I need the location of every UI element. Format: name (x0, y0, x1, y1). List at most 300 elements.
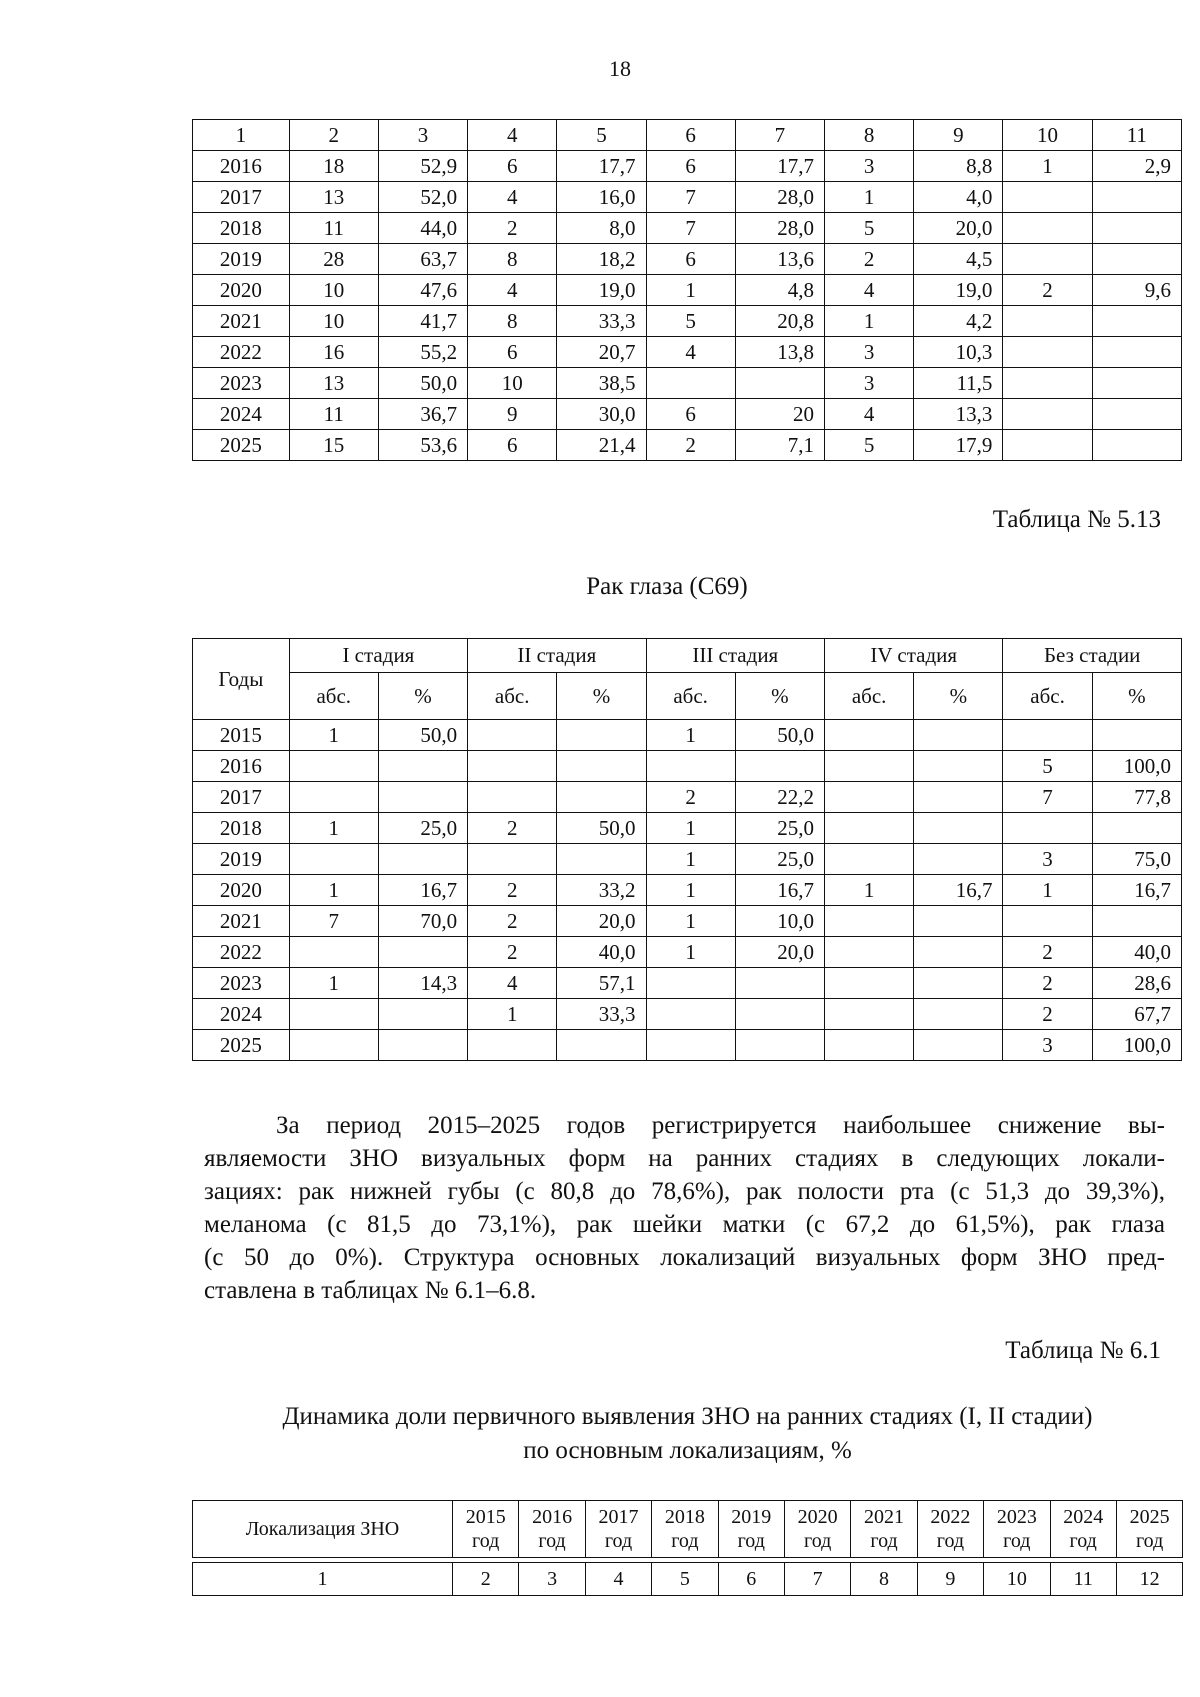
abs-cell: 3 (1003, 844, 1092, 875)
column-number: 8 (851, 1563, 917, 1596)
column-number-row (193, 1563, 1183, 1596)
column-number: 4 (468, 120, 557, 151)
table-row (193, 244, 1182, 275)
data-cell (1092, 399, 1181, 430)
year-header-year: 2023 (996, 1506, 1037, 1528)
year-cell: 2024 (193, 399, 290, 430)
data-cell: 20,7 (557, 337, 646, 368)
data-cell: 4,2 (914, 306, 1003, 337)
data-cell: 4 (468, 182, 557, 213)
data-cell: 38,5 (557, 368, 646, 399)
abs-cell (646, 751, 735, 782)
percent-cell: 25,0 (735, 813, 824, 844)
abs-cell: 1 (646, 937, 735, 968)
abs-cell: 2 (1003, 999, 1092, 1030)
column-number: 8 (824, 120, 913, 151)
data-cell (1003, 430, 1092, 461)
abs-cell: 2 (1003, 937, 1092, 968)
data-cell: 55,2 (378, 337, 467, 368)
abs-header: абс. (1003, 673, 1092, 720)
abs-cell (825, 968, 914, 999)
percent-cell (378, 751, 467, 782)
data-cell: 18,2 (557, 244, 646, 275)
year-header-suffix: год (936, 1530, 965, 1552)
percent-cell (735, 968, 824, 999)
data-cell: 20,8 (735, 306, 824, 337)
abs-cell: 2 (1003, 968, 1092, 999)
data-cell: 3 (824, 368, 913, 399)
data-cell: 6 (468, 430, 557, 461)
abs-cell (468, 844, 557, 875)
data-cell (1092, 337, 1181, 368)
data-cell: 7 (646, 182, 735, 213)
abs-cell: 1 (825, 875, 914, 906)
column-number: 3 (378, 120, 467, 151)
column-number: 7 (784, 1563, 850, 1596)
year-cell: 2016 (193, 151, 290, 182)
data-cell: 6 (646, 151, 735, 182)
data-cell: 3 (824, 151, 913, 182)
table-continuation (192, 119, 1182, 461)
percent-cell: 100,0 (1092, 751, 1181, 782)
percent-cell: 75,0 (1092, 844, 1181, 875)
percent-cell (914, 782, 1003, 813)
percent-cell: 16,7 (1092, 875, 1181, 906)
percent-cell: 10,0 (735, 906, 824, 937)
percent-cell: 50,0 (735, 720, 824, 751)
table-5-13-title: Рак глаза (С69) (586, 573, 748, 600)
year-cell: 2024 (193, 999, 290, 1030)
data-cell: 6 (468, 151, 557, 182)
abs-cell (1003, 906, 1092, 937)
table-6-1-title-line1: Динамика доли первичного выявления ЗНО на ранних стадиях (I, II стадии) (282, 1403, 1093, 1430)
abs-header: абс. (468, 673, 557, 720)
abs-cell: 2 (646, 782, 735, 813)
table-row (193, 306, 1182, 337)
year-header-year: 2019 (731, 1506, 772, 1528)
summary-paragraph (204, 1109, 1165, 1307)
table-row (193, 844, 1182, 875)
data-cell: 28,0 (735, 182, 824, 213)
year-header (585, 1501, 651, 1558)
abs-cell: 2 (468, 813, 557, 844)
column-number: 7 (735, 120, 824, 151)
data-cell: 5 (824, 430, 913, 461)
data-cell: 52,0 (378, 182, 467, 213)
abs-cell: 5 (1003, 751, 1092, 782)
year-header-suffix: год (1003, 1530, 1031, 1552)
data-cell: 7 (646, 213, 735, 244)
percent-cell (557, 751, 646, 782)
data-cell: 9 (468, 399, 557, 430)
table-row (193, 1030, 1182, 1061)
abs-cell: 2 (468, 937, 557, 968)
column-number: 6 (646, 120, 735, 151)
data-cell: 8 (468, 306, 557, 337)
data-cell: 13,6 (735, 244, 824, 275)
abs-cell (825, 937, 914, 968)
data-cell: 1 (1003, 151, 1092, 182)
stage-header: IV стадия (825, 639, 1003, 673)
data-cell: 8,0 (557, 213, 646, 244)
year-cell: 2017 (193, 782, 290, 813)
abs-cell (646, 968, 735, 999)
paragraph-line: За период 2015–2025 годов регистрируется наибольшее снижение вы- (276, 1112, 1165, 1139)
stage-header: II стадия (468, 639, 646, 673)
percent-cell (557, 782, 646, 813)
data-cell: 5 (824, 213, 913, 244)
data-cell: 2 (1003, 275, 1092, 306)
abs-cell: 4 (468, 968, 557, 999)
percent-cell (914, 720, 1003, 751)
year-cell: 2017 (193, 182, 290, 213)
year-cell: 2018 (193, 813, 290, 844)
percent-cell: 77,8 (1092, 782, 1181, 813)
abs-cell (289, 1030, 378, 1061)
abs-cell (1003, 720, 1092, 751)
data-cell: 18 (289, 151, 378, 182)
percent-cell: 100,0 (1092, 1030, 1181, 1061)
data-cell: 20 (735, 399, 824, 430)
percent-cell (557, 844, 646, 875)
abs-cell (825, 999, 914, 1030)
abs-cell (468, 782, 557, 813)
table-row (193, 368, 1182, 399)
year-header-suffix: год (870, 1530, 898, 1552)
data-cell: 28,0 (735, 213, 824, 244)
abs-cell: 7 (1003, 782, 1092, 813)
data-cell: 19,0 (914, 275, 1003, 306)
year-cell: 2022 (193, 337, 290, 368)
data-cell: 4 (824, 399, 913, 430)
data-cell: 6 (646, 244, 735, 275)
years-header: Годы (193, 639, 290, 720)
data-cell: 10 (468, 368, 557, 399)
year-header (519, 1501, 585, 1558)
data-cell: 20,0 (914, 213, 1003, 244)
table-row (193, 151, 1182, 182)
data-cell: 10,3 (914, 337, 1003, 368)
year-header-year: 2018 (664, 1506, 705, 1528)
data-cell (1003, 306, 1092, 337)
data-cell: 47,6 (378, 275, 467, 306)
year-cell: 2015 (193, 720, 290, 751)
percent-cell: 28,6 (1092, 968, 1181, 999)
header-row (193, 1501, 1183, 1558)
column-number: 10 (984, 1563, 1050, 1596)
percent-cell (914, 906, 1003, 937)
column-number: 5 (557, 120, 646, 151)
data-cell: 1 (824, 182, 913, 213)
column-number: 10 (1003, 120, 1092, 151)
data-cell (1092, 306, 1181, 337)
year-header-year: 2016 (532, 1506, 573, 1528)
column-number: 5 (652, 1563, 718, 1596)
data-cell: 16 (289, 337, 378, 368)
abs-cell: 1 (646, 875, 735, 906)
percent-cell: 40,0 (1092, 937, 1181, 968)
paragraph-line: (с 50 до 0%). Структура основных локализаций визуальных форм ЗНО пред- (204, 1244, 1165, 1271)
abs-cell (825, 844, 914, 875)
table-row (193, 720, 1182, 751)
column-number: 11 (1092, 120, 1181, 151)
stage-header: Без стадии (1003, 639, 1182, 673)
data-cell: 16,0 (557, 182, 646, 213)
data-cell (1003, 182, 1092, 213)
paragraph-line: ставлена в таблицах № 6.1–6.8. (204, 1277, 537, 1304)
percent-cell (914, 751, 1003, 782)
table-row (193, 906, 1182, 937)
data-cell: 6 (468, 337, 557, 368)
column-number: 3 (519, 1563, 585, 1596)
percent-cell: 25,0 (378, 813, 467, 844)
data-cell (1092, 182, 1181, 213)
table-row (193, 337, 1182, 368)
abs-cell: 1 (289, 720, 378, 751)
abs-header: абс. (825, 673, 914, 720)
page-number: 18 (609, 56, 631, 81)
percent-cell: 16,7 (378, 875, 467, 906)
table-row (193, 399, 1182, 430)
percent-cell (557, 1030, 646, 1061)
data-cell: 5 (646, 306, 735, 337)
data-cell: 13,8 (735, 337, 824, 368)
data-cell: 13,3 (914, 399, 1003, 430)
percent-cell: 40,0 (557, 937, 646, 968)
year-header (984, 1501, 1050, 1558)
percent-cell: 25,0 (735, 844, 824, 875)
year-header-year: 2017 (598, 1506, 639, 1528)
data-cell: 6 (646, 399, 735, 430)
data-cell: 44,0 (378, 213, 467, 244)
percent-cell (378, 844, 467, 875)
data-cell: 11 (289, 213, 378, 244)
percent-cell (735, 999, 824, 1030)
percent-cell (914, 844, 1003, 875)
column-number: 9 (917, 1563, 983, 1596)
data-cell: 33,3 (557, 306, 646, 337)
abs-cell (1003, 813, 1092, 844)
table-row (193, 999, 1182, 1030)
percent-cell (914, 937, 1003, 968)
data-cell: 4,8 (735, 275, 824, 306)
data-cell: 8 (468, 244, 557, 275)
localization-header: Локализация ЗНО (193, 1501, 453, 1558)
column-number: 1 (193, 120, 290, 151)
percent-cell: 33,3 (557, 999, 646, 1030)
year-cell: 2019 (193, 244, 290, 275)
data-cell (735, 368, 824, 399)
paragraph-line: зациях: рак нижней губы (с 80,8 до 78,6%), рак полости рта (с 51,3 до 39,3%), (204, 1178, 1165, 1205)
abs-cell (468, 720, 557, 751)
year-header (1116, 1501, 1182, 1558)
abs-cell (468, 1030, 557, 1061)
abs-cell (825, 906, 914, 937)
data-cell: 3 (824, 337, 913, 368)
data-cell: 4 (646, 337, 735, 368)
year-header-suffix: год (737, 1530, 765, 1552)
year-header (851, 1501, 917, 1558)
abs-cell: 1 (289, 813, 378, 844)
abs-cell: 1 (468, 999, 557, 1030)
data-cell: 11 (289, 399, 378, 430)
percent-cell (914, 999, 1003, 1030)
column-number: 2 (289, 120, 378, 151)
year-header-suffix: год (472, 1530, 500, 1552)
year-header-year: 2025 (1129, 1506, 1170, 1528)
abs-cell: 1 (646, 720, 735, 751)
year-cell: 2021 (193, 906, 290, 937)
paragraph-line: являемости ЗНО визуальных форм на ранних стадиях в следующих локали- (204, 1145, 1165, 1172)
table-localization (192, 1500, 1183, 1596)
abs-header: абс. (289, 673, 378, 720)
year-header-year: 2022 (930, 1506, 971, 1528)
percent-cell: 20,0 (735, 937, 824, 968)
table-5-13-number: Таблица № 5.13 (992, 506, 1161, 533)
percent-cell: 67,7 (1092, 999, 1181, 1030)
column-number: 9 (914, 120, 1003, 151)
table-6-1-title-line2: по основным локализациям, % (523, 1437, 852, 1464)
year-header-year: 2024 (1063, 1506, 1104, 1528)
year-cell: 2016 (193, 751, 290, 782)
abs-cell: 1 (1003, 875, 1092, 906)
table-row (193, 937, 1182, 968)
data-cell: 2 (646, 430, 735, 461)
percent-cell (914, 1030, 1003, 1061)
table-row (193, 751, 1182, 782)
percent-header: % (735, 673, 824, 720)
year-header (917, 1501, 983, 1558)
column-number: 2 (453, 1563, 519, 1596)
year-header (1050, 1501, 1116, 1558)
data-cell: 13 (289, 182, 378, 213)
percent-cell (735, 1030, 824, 1061)
data-cell: 2,9 (1092, 151, 1181, 182)
table-row (193, 430, 1182, 461)
column-number: 11 (1050, 1563, 1116, 1596)
data-cell: 53,6 (378, 430, 467, 461)
year-header-suffix: год (671, 1530, 699, 1552)
abs-cell: 1 (646, 813, 735, 844)
percent-header: % (378, 673, 467, 720)
data-cell: 1 (824, 306, 913, 337)
percent-cell (1092, 813, 1181, 844)
percent-cell (378, 937, 467, 968)
data-cell: 30,0 (557, 399, 646, 430)
table-row (193, 968, 1182, 999)
header-row (193, 120, 1182, 151)
data-cell: 15 (289, 430, 378, 461)
year-cell: 2019 (193, 844, 290, 875)
data-cell: 4 (468, 275, 557, 306)
year-header (718, 1501, 784, 1558)
stage-header-row (193, 639, 1182, 673)
year-cell: 2020 (193, 275, 290, 306)
data-cell (1003, 399, 1092, 430)
data-cell: 36,7 (378, 399, 467, 430)
year-cell: 2018 (193, 213, 290, 244)
year-cell: 2023 (193, 968, 290, 999)
data-cell: 50,0 (378, 368, 467, 399)
percent-cell: 20,0 (557, 906, 646, 937)
abs-header: абс. (646, 673, 735, 720)
percent-cell (1092, 720, 1181, 751)
year-header (652, 1501, 718, 1558)
data-cell: 8,8 (914, 151, 1003, 182)
year-header (453, 1501, 519, 1558)
data-cell (1092, 368, 1181, 399)
data-cell: 28 (289, 244, 378, 275)
data-cell: 10 (289, 306, 378, 337)
abs-cell (825, 1030, 914, 1061)
percent-cell (914, 813, 1003, 844)
year-header-year: 2021 (864, 1506, 905, 1528)
abs-cell (468, 751, 557, 782)
data-cell: 19,0 (557, 275, 646, 306)
year-cell: 2023 (193, 368, 290, 399)
percent-header: % (557, 673, 646, 720)
abs-cell (289, 782, 378, 813)
year-cell: 2020 (193, 875, 290, 906)
table-eye-cancer (192, 638, 1182, 1061)
year-header-suffix: год (604, 1530, 633, 1552)
column-number: 6 (718, 1563, 784, 1596)
abs-cell: 7 (289, 906, 378, 937)
data-cell: 2 (824, 244, 913, 275)
percent-cell: 50,0 (378, 720, 467, 751)
abs-cell: 2 (468, 906, 557, 937)
percent-cell: 14,3 (378, 968, 467, 999)
percent-cell: 33,2 (557, 875, 646, 906)
percent-cell: 16,7 (914, 875, 1003, 906)
percent-cell (378, 782, 467, 813)
table-6-1-title (200, 1400, 1175, 1468)
percent-cell (1092, 906, 1181, 937)
data-cell (1003, 244, 1092, 275)
data-cell (1003, 337, 1092, 368)
year-header-suffix: год (803, 1530, 832, 1552)
percent-cell (735, 751, 824, 782)
abs-cell: 3 (1003, 1030, 1092, 1061)
column-number: 1 (193, 1563, 453, 1596)
data-cell: 17,7 (557, 151, 646, 182)
abs-cell (289, 999, 378, 1030)
table-6-1-number: Таблица № 6.1 (1005, 1337, 1161, 1364)
table-row (193, 182, 1182, 213)
data-cell (1092, 213, 1181, 244)
abs-cell (825, 720, 914, 751)
data-cell: 52,9 (378, 151, 467, 182)
data-cell: 4,5 (914, 244, 1003, 275)
paragraph-line: меланома (с 81,5 до 73,1%), рак шейки матки (с 67,2 до 61,5%), рак глаза (204, 1211, 1165, 1238)
data-cell: 7,1 (735, 430, 824, 461)
year-header-suffix: год (538, 1530, 566, 1552)
data-cell: 17,9 (914, 430, 1003, 461)
percent-header: % (914, 673, 1003, 720)
table-row (193, 213, 1182, 244)
percent-cell: 50,0 (557, 813, 646, 844)
abs-cell (646, 1030, 735, 1061)
data-cell (1092, 430, 1181, 461)
abs-cell: 1 (289, 968, 378, 999)
year-cell: 2022 (193, 937, 290, 968)
column-number: 4 (585, 1563, 651, 1596)
percent-cell (557, 720, 646, 751)
abs-cell (646, 999, 735, 1030)
percent-cell: 57,1 (557, 968, 646, 999)
year-cell: 2021 (193, 306, 290, 337)
data-cell: 1 (646, 275, 735, 306)
